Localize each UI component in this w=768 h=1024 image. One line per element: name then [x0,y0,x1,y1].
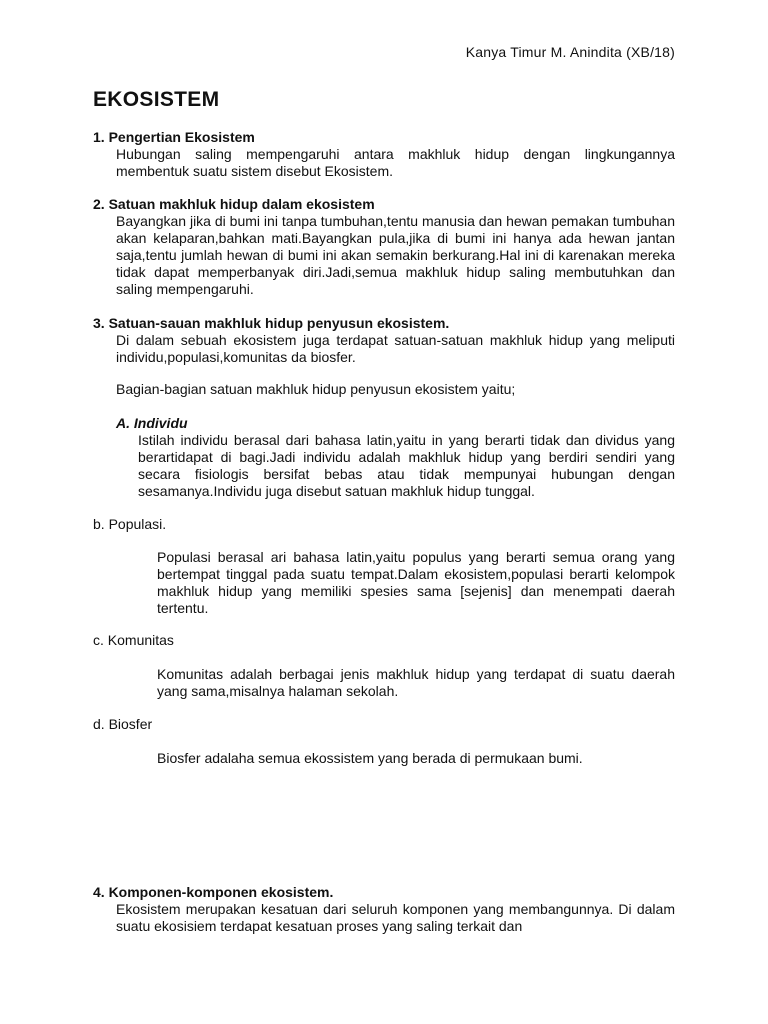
subsection-komunitas [93,666,675,700]
subsection-populasi [93,549,675,617]
section-paragraph: Ekosistem merupakan kesatuan dari seluruh komponen yang membangunnya. Di dalam suatu ekosisiem terdapat kesatuan proses yang saling terkait dan [116,901,675,934]
document-title: EKOSISTEM [93,88,220,111]
subsection-populasi-heading [93,516,675,533]
section-komponen [93,884,675,935]
section-satuan [93,196,675,298]
section-heading: 2. Satuan makhluk hidup dalam ekosistem [93,196,375,212]
section-heading: 3. Satuan-sauan makhluk hidup penyusun ekosistem. [93,315,450,331]
bagian-intro [93,381,675,398]
subsection-individu [93,415,675,500]
section-penyusun [93,315,675,366]
subsection-heading: c. Komunitas [93,632,174,648]
subsection-paragraph: Biosfer adalaha semua ekossistem yang berada di permukaan bumi. [157,750,583,766]
section-heading: 1. Pengertian Ekosistem [93,129,255,145]
subsection-biosfer [93,750,675,767]
intro-paragraph: Bagian-bagian satuan makhluk hidup penyusun ekosistem yaitu; [116,381,516,397]
author-line: Kanya Timur M. Anindita (XB/18) [465,44,675,60]
subsection-biosfer-heading [93,716,675,733]
subsection-paragraph: Populasi berasal ari bahasa latin,yaitu populus yang berarti semua orang yang bertempat tinggal pada suatu tempat.Dalam ekosistem,populasi berarti kelompok makhluk hidup yang memiliki spesies sama [sejenis] dan menempati daerah tertentu. [157,549,675,616]
section-heading: 4. Komponen-komponen ekosistem. [93,884,334,900]
section-paragraph: Di dalam sebuah ekosistem juga terdapat satuan-satuan makhluk hidup yang meliputi individu,populasi,komunitas da biosfer. [116,332,675,365]
section-paragraph: Hubungan saling mempengaruhi antara makhluk hidup dengan lingkungannya membentuk suatu sistem disebut Ekosistem. [116,146,675,179]
subsection-heading: b. Populasi. [93,516,167,532]
section-pengertian [93,129,675,180]
subsection-heading: A. Individu [116,415,188,431]
subsection-paragraph: Komunitas adalah berbagai jenis makhluk hidup yang terdapat di suatu daerah yang sama,misalnya halaman sekolah. [157,666,675,699]
subsection-komunitas-heading [93,632,675,649]
section-paragraph: Bayangkan jika di bumi ini tanpa tumbuhan,tentu manusia dan hewan pemakan tumbuhan akan kelaparan,bahkan mati.Bayangkan pula,jika di bumi ini hanya ada hewan jantan saja,tentu jumlah hewan di bumi ini akan semakin berkurang.Hal ini di karenakan mereka tidak dapat memperbanyak diri.Jadi,semua makhluk hidup saling membutuhkan dan saling mempengaruhi. [116,213,675,297]
subsection-paragraph: Istilah individu berasal dari bahasa latin,yaitu in yang berarti tidak dan dividus yang berartidapat di bagi.Jadi individu adalah makhluk hidup yang berdiri sendiri yang secara fisiologis bersifat bebas atau tidak mempunyai hubungan dengan sesamanya.Individu juga disebut satuan makhluk hidup tunggal. [138,432,675,499]
subsection-heading: d. Biosfer [93,716,153,732]
